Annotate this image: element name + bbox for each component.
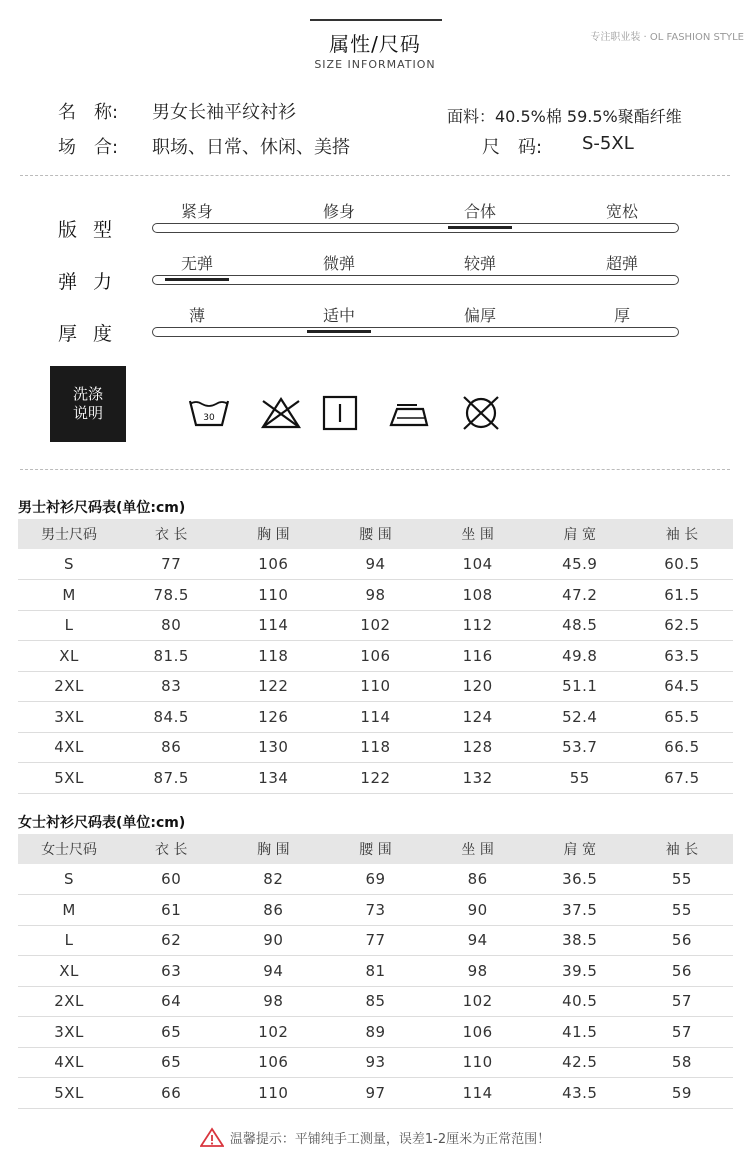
table-cell: 56 — [631, 925, 733, 956]
table-cell: 69 — [324, 864, 426, 895]
column-header: 男士尺码 — [18, 519, 120, 549]
table-cell: 134 — [222, 763, 324, 794]
table-cell: 57 — [631, 1017, 733, 1048]
table-cell: 57 — [631, 986, 733, 1017]
attribute-label: 厚度 — [58, 323, 129, 345]
table-cell: 94 — [427, 925, 529, 956]
table-cell: 43.5 — [529, 1078, 631, 1109]
table-row — [18, 1017, 733, 1048]
iron-icon — [387, 393, 431, 433]
table-row — [18, 895, 733, 926]
table-cell: 116 — [427, 641, 529, 672]
table-cell: 67.5 — [631, 763, 733, 794]
table-cell: S — [18, 549, 120, 580]
table-cell: 86 — [222, 895, 324, 926]
table-cell: 85 — [324, 986, 426, 1017]
name-value: 男女长袖平纹衬衫 — [152, 102, 296, 123]
table-cell: 97 — [324, 1078, 426, 1109]
column-header: 女士尺码 — [18, 834, 120, 864]
women-size-table — [18, 834, 733, 1109]
table-row — [18, 1078, 733, 1109]
attribute-scale-bar — [152, 275, 679, 285]
column-header: 肩 宽 — [529, 519, 631, 549]
table-cell: 94 — [324, 549, 426, 580]
table-row — [18, 732, 733, 763]
table-cell: 77 — [120, 549, 222, 580]
table-cell: 48.5 — [529, 610, 631, 641]
table-cell: 130 — [222, 732, 324, 763]
table-cell: 56 — [631, 956, 733, 987]
table-cell: 87.5 — [120, 763, 222, 794]
table-cell: 106 — [427, 1017, 529, 1048]
table-cell: 98 — [427, 956, 529, 987]
table-cell: XL — [18, 956, 120, 987]
table-cell: 58 — [631, 1047, 733, 1078]
table-cell: 3XL — [18, 702, 120, 733]
table-cell: 63 — [120, 956, 222, 987]
column-header: 胸 围 — [222, 519, 324, 549]
men-table-title: 男士衬衫尺码表(单位:cm) — [18, 500, 186, 516]
divider — [20, 175, 730, 176]
attribute-scale-bar — [152, 327, 679, 337]
wash-temp-text: 30 — [203, 413, 215, 423]
table-cell: 73 — [324, 895, 426, 926]
column-header: 胸 围 — [222, 834, 324, 864]
table-cell: 110 — [222, 1078, 324, 1109]
attribute-option: 适中 — [322, 306, 355, 325]
table-cell: 102 — [324, 610, 426, 641]
table-row — [18, 763, 733, 794]
table-cell: 45.9 — [529, 549, 631, 580]
occasion-label: 场 合: — [58, 137, 119, 158]
table-cell: 59 — [631, 1078, 733, 1109]
table-row — [18, 610, 733, 641]
table-cell: XL — [18, 641, 120, 672]
column-header: 坐 围 — [427, 519, 529, 549]
table-row — [18, 864, 733, 895]
table-cell: 60 — [120, 864, 222, 895]
table-cell: 94 — [222, 956, 324, 987]
table-cell: 98 — [222, 986, 324, 1017]
table-cell: 118 — [324, 732, 426, 763]
table-cell: 124 — [427, 702, 529, 733]
men-size-table — [18, 519, 733, 794]
table-cell: 112 — [427, 610, 529, 641]
table-cell: 110 — [222, 580, 324, 611]
table-cell: 5XL — [18, 1078, 120, 1109]
table-cell: 126 — [222, 702, 324, 733]
table-cell: 98 — [324, 580, 426, 611]
table-cell: 2XL — [18, 986, 120, 1017]
table-row — [18, 580, 733, 611]
table-cell: 65.5 — [631, 702, 733, 733]
attribute-option: 修身 — [322, 202, 355, 221]
table-cell: 108 — [427, 580, 529, 611]
divider — [20, 469, 730, 470]
table-cell: 53.7 — [529, 732, 631, 763]
size-label: 尺 码: — [482, 137, 543, 158]
table-cell: 86 — [427, 864, 529, 895]
attribute-option: 薄 — [188, 306, 205, 325]
table-cell: 40.5 — [529, 986, 631, 1017]
table-cell: 106 — [222, 1047, 324, 1078]
table-cell: 37.5 — [529, 895, 631, 926]
table-cell: 77 — [324, 925, 426, 956]
table-cell: 81.5 — [120, 641, 222, 672]
tip-text: 温馨提示：平铺纯手工测量，误差1-2厘米为正常范围！ — [229, 1132, 551, 1147]
column-header: 坐 围 — [427, 834, 529, 864]
table-row — [18, 671, 733, 702]
table-cell: 62.5 — [631, 610, 733, 641]
table-cell: 64 — [120, 986, 222, 1017]
table-cell: 106 — [222, 549, 324, 580]
column-header: 衣 长 — [120, 834, 222, 864]
table-cell: 86 — [120, 732, 222, 763]
measurement-tip — [0, 1127, 750, 1147]
table-cell: 36.5 — [529, 864, 631, 895]
attribute-option: 厚 — [613, 306, 630, 325]
page-title: 属性/尺码 — [329, 32, 421, 56]
table-row — [18, 549, 733, 580]
table-cell: L — [18, 925, 120, 956]
warning-icon — [200, 1127, 224, 1147]
table-cell: 4XL — [18, 732, 120, 763]
attribute-scale-bar — [152, 223, 679, 233]
table-cell: 5XL — [18, 763, 120, 794]
table-cell: 64.5 — [631, 671, 733, 702]
table-cell: 63.5 — [631, 641, 733, 672]
attribute-option: 较弹 — [463, 254, 496, 273]
name-label: 名 称: — [58, 102, 119, 123]
size-value: S-5XL — [582, 133, 634, 154]
table-cell: 114 — [324, 702, 426, 733]
attribute-option: 合体 — [463, 202, 496, 221]
brand-slogan: 专注职业装 · OL FASHION STYLE — [590, 32, 744, 43]
table-cell: 52.4 — [529, 702, 631, 733]
table-cell: 42.5 — [529, 1047, 631, 1078]
tumble-dry-icon — [318, 393, 362, 433]
table-row — [18, 702, 733, 733]
table-cell: 39.5 — [529, 956, 631, 987]
wash-label-line2: 说明 — [72, 404, 103, 422]
table-cell: 41.5 — [529, 1017, 631, 1048]
no-dry-clean-icon — [459, 393, 503, 433]
table-cell: 80 — [120, 610, 222, 641]
header-top-line — [310, 19, 442, 21]
table-cell: 104 — [427, 549, 529, 580]
table-cell: 82 — [222, 864, 324, 895]
table-cell: 55 — [529, 763, 631, 794]
table-cell: 132 — [427, 763, 529, 794]
wash-label-line1: 洗涤 — [72, 385, 103, 403]
wash-instructions-label — [50, 366, 126, 442]
table-cell: 38.5 — [529, 925, 631, 956]
table-cell: 55 — [631, 895, 733, 926]
table-cell: 66.5 — [631, 732, 733, 763]
column-header: 腰 围 — [324, 834, 426, 864]
attribute-option: 偏厚 — [463, 306, 496, 325]
column-header: 袖 长 — [631, 519, 733, 549]
table-cell: 78.5 — [120, 580, 222, 611]
table-cell: 120 — [427, 671, 529, 702]
table-cell: M — [18, 895, 120, 926]
table-cell: 128 — [427, 732, 529, 763]
table-cell: 122 — [324, 763, 426, 794]
table-cell: 81 — [324, 956, 426, 987]
attribute-option: 无弹 — [180, 254, 213, 273]
table-cell: M — [18, 580, 120, 611]
women-table-title: 女士衬衫尺码表(单位:cm) — [18, 815, 186, 831]
attribute-option: 微弹 — [322, 254, 355, 273]
column-header: 腰 围 — [324, 519, 426, 549]
table-cell: 102 — [222, 1017, 324, 1048]
table-cell: 49.8 — [529, 641, 631, 672]
table-cell: 89 — [324, 1017, 426, 1048]
table-cell: 118 — [222, 641, 324, 672]
table-row — [18, 1047, 733, 1078]
table-cell: 2XL — [18, 671, 120, 702]
table-cell: 83 — [120, 671, 222, 702]
table-cell: 110 — [427, 1047, 529, 1078]
attribute-option: 宽松 — [605, 202, 638, 221]
table-cell: 84.5 — [120, 702, 222, 733]
table-cell: 51.1 — [529, 671, 631, 702]
table-cell: L — [18, 610, 120, 641]
table-cell: 61 — [120, 895, 222, 926]
column-header: 衣 长 — [120, 519, 222, 549]
table-row — [18, 641, 733, 672]
selected-option-marker — [448, 226, 512, 229]
table-cell: 3XL — [18, 1017, 120, 1048]
fabric-info: 面料：40.5%棉 59.5%聚酯纤维 — [447, 107, 682, 126]
page-subtitle: SIZE INFORMATION — [314, 58, 436, 71]
table-cell: 106 — [324, 641, 426, 672]
table-cell: 65 — [120, 1017, 222, 1048]
table-row — [18, 986, 733, 1017]
table-cell: 90 — [427, 895, 529, 926]
table-cell: 55 — [631, 864, 733, 895]
attribute-option: 超弹 — [605, 254, 638, 273]
table-cell: 66 — [120, 1078, 222, 1109]
attribute-label: 弹力 — [58, 271, 129, 293]
selected-option-marker — [165, 278, 229, 281]
selected-option-marker — [307, 330, 371, 333]
occasion-value: 职场、日常、休闲、美搭 — [152, 137, 350, 158]
table-row — [18, 925, 733, 956]
attribute-option: 紧身 — [180, 202, 213, 221]
table-cell: 4XL — [18, 1047, 120, 1078]
table-cell: 62 — [120, 925, 222, 956]
attribute-label: 版型 — [58, 219, 129, 241]
wash-30-icon — [187, 393, 231, 433]
table-cell: 61.5 — [631, 580, 733, 611]
table-cell: 114 — [427, 1078, 529, 1109]
column-header: 袖 长 — [631, 834, 733, 864]
table-cell: 114 — [222, 610, 324, 641]
table-cell: 90 — [222, 925, 324, 956]
table-cell: 47.2 — [529, 580, 631, 611]
table-cell: 102 — [427, 986, 529, 1017]
table-cell: 60.5 — [631, 549, 733, 580]
no-bleach-icon — [259, 393, 303, 433]
table-cell: 110 — [324, 671, 426, 702]
table-cell: 65 — [120, 1047, 222, 1078]
column-header: 肩 宽 — [529, 834, 631, 864]
table-row — [18, 956, 733, 987]
table-cell: 122 — [222, 671, 324, 702]
table-cell: S — [18, 864, 120, 895]
table-cell: 93 — [324, 1047, 426, 1078]
